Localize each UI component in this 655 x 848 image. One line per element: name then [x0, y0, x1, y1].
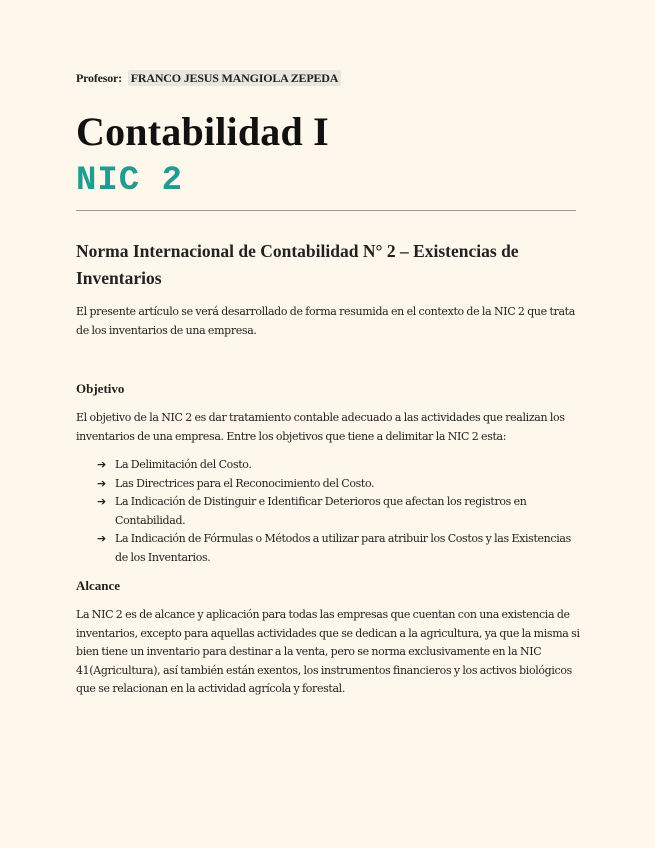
list-item	[97, 475, 582, 494]
objetivo-paragraph: El objetivo de la NIC 2 es dar tratamiento contable adecuado a las actividades que realizan los inventarios de una empresa. Entre los objetivos que tiene a delimitar la NIC 2 esta:	[76, 411, 565, 443]
section-title: Norma Internacional de Contabilidad N° 2 – Existencias de Inventarios	[76, 241, 519, 288]
arrow-right-icon: ➔	[97, 458, 106, 471]
list-item-text: Las Directrices para el Reconocimiento del Costo.	[115, 476, 375, 490]
professor-name: FRANCO JESUS MANGIOLA ZEPEDA	[128, 70, 341, 86]
objetivo-heading: Objetivo	[76, 381, 125, 396]
list-item-text: La Indicación de Distinguir e Identificar Deterioros que afectan los registros en Contabilidad.	[115, 495, 527, 527]
list-item-text: La Delimitación del Costo.	[115, 458, 252, 471]
alcance-heading: Alcance	[76, 578, 121, 593]
intro-paragraph: El presente artículo se verá desarrollado de forma resumida en el contexto de la NIC 2 que trata de los inventarios de una empresa.	[76, 305, 575, 337]
objetivo-list	[97, 456, 582, 567]
horizontal-divider	[76, 210, 576, 211]
list-item	[97, 530, 582, 567]
arrow-right-icon: ➔	[97, 532, 106, 545]
list-item	[97, 493, 582, 530]
professor-label: Profesor:	[76, 71, 122, 85]
list-item	[97, 456, 582, 475]
list-item-text: La Indicación de Fórmulas o Métodos a utilizar para atribuir los Costos y las Existencias de los Inventarios.	[115, 532, 571, 564]
page-title: Contabilidad I	[76, 109, 329, 154]
alcance-paragraph: La NIC 2 es de alcance y aplicación para todas las empresas que cuentan con una existencia de inventarios, excepto para aquellas actividades que se dedican a la agricultura, ya que la misma si bien tiene un inventario para destinar a la venta, pero se norma exclusivamente en la NIC 41(Agricultura), así también están exentos, los instrumentos financieros y los activos biológicos que se relacionan en la actividad agrícola y forestal.	[76, 608, 580, 695]
arrow-right-icon: ➔	[97, 495, 106, 508]
arrow-right-icon: ➔	[97, 476, 106, 490]
page-subtitle: NIC 2	[76, 162, 184, 200]
professor-line	[76, 71, 341, 86]
